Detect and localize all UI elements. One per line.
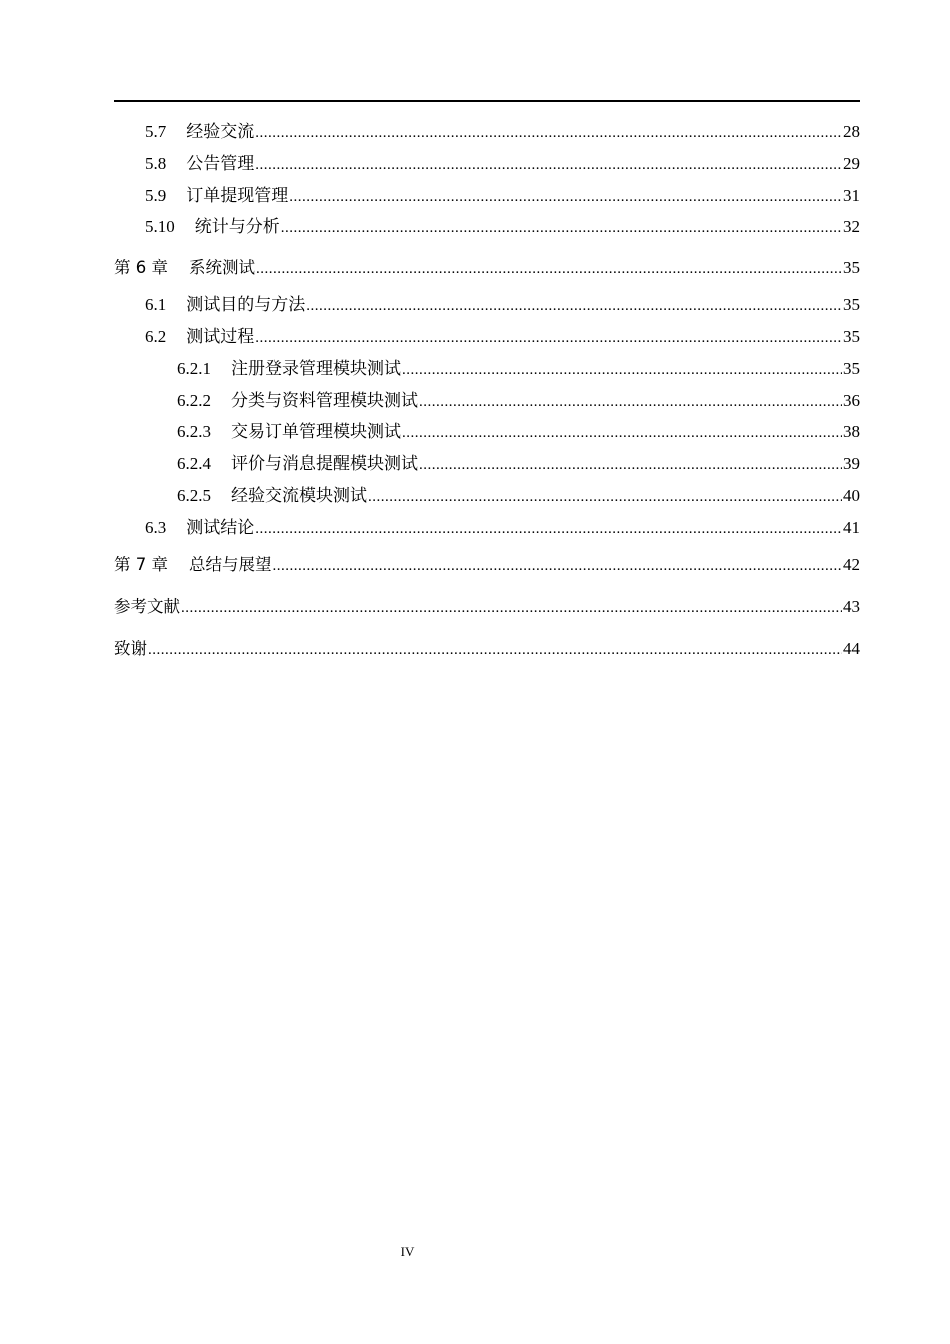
toc-entry[interactable]: [114, 211, 860, 243]
toc-leader-dots: [402, 355, 842, 387]
toc-entry-page: 40: [843, 485, 860, 505]
toc-entry-number: 第 7 章: [114, 554, 168, 574]
toc-leader-dots: [402, 418, 842, 450]
toc-leader-dots: [289, 182, 842, 214]
toc-entry-title: 经验交流: [186, 122, 255, 141]
toc-leader-dots: [281, 213, 842, 245]
toc-entry-number: 6.2: [145, 326, 167, 346]
toc-entry-number: 5.8: [145, 153, 167, 173]
toc-leader-dots: [181, 587, 842, 629]
toc-leader-dots: [273, 545, 843, 587]
toc-entry-title: 订单提现管理: [186, 185, 289, 205]
toc-subentry[interactable]: [114, 353, 860, 385]
toc-entry-number: 5.10: [145, 217, 175, 237]
toc-entry-page: 41: [843, 517, 860, 537]
toc-entry-title: 评价与消息提醒模块测试: [231, 454, 418, 474]
toc-entry-page: 39: [843, 454, 860, 474]
toc-chapter-entry[interactable]: [114, 544, 860, 586]
toc-leader-dots: [255, 514, 842, 546]
toc-entry-page: 36: [843, 390, 860, 410]
toc-entry-title: 统计与分析: [194, 217, 280, 237]
toc-subentry[interactable]: [114, 385, 860, 417]
toc-leader-dots: [255, 150, 842, 182]
toc-entry-page: 35: [843, 295, 860, 315]
page-number: IV: [400, 1244, 415, 1259]
toc-leader-dots: [306, 291, 842, 323]
toc-entry-page: 43: [843, 596, 860, 616]
toc-entry-title: 经验交流模块测试: [231, 485, 367, 505]
toc-acknowledgements-entry[interactable]: [114, 628, 860, 670]
table-of-contents: [114, 116, 860, 670]
toc-entry[interactable]: [114, 321, 860, 353]
toc-leader-dots: [256, 248, 842, 290]
toc-entry-number: 6.2.5: [177, 485, 211, 505]
toc-entry-number: 第 6 章: [114, 258, 168, 278]
toc-entry-number: 6.2.3: [177, 422, 211, 442]
header-rule: [114, 100, 860, 102]
toc-entry-number: 5.7: [145, 122, 167, 141]
toc-leader-dots: [255, 118, 842, 150]
toc-entry-page: 38: [843, 422, 860, 442]
toc-entry[interactable]: [114, 512, 860, 544]
toc-entry-title: 系统测试: [189, 258, 255, 278]
toc-entry-page: 44: [843, 638, 860, 658]
toc-entry-number: 6.2.4: [177, 454, 211, 474]
toc-entry-title: 总结与展望: [189, 554, 272, 574]
toc-entry-page: 35: [843, 326, 860, 346]
toc-entry-number: 6.2.2: [177, 390, 211, 410]
toc-leader-dots: [368, 482, 842, 514]
toc-entry-title: 测试过程: [186, 326, 255, 346]
toc-entry-page: 32: [843, 217, 860, 237]
toc-entry[interactable]: [114, 289, 860, 321]
toc-entry-title: 测试结论: [186, 517, 255, 537]
toc-entry[interactable]: [114, 148, 860, 180]
toc-entry-title: 分类与资料管理模块测试: [231, 390, 418, 410]
toc-entry-number: 5.9: [145, 185, 167, 205]
toc-leader-dots: [255, 323, 842, 355]
toc-entry-title: 致谢: [114, 638, 147, 658]
toc-subentry[interactable]: [114, 448, 860, 480]
toc-entry-title: 测试目的与方法: [186, 295, 306, 315]
toc-entry-title: 注册登录管理模块测试: [231, 358, 401, 378]
toc-subentry[interactable]: [114, 480, 860, 512]
toc-leader-dots: [419, 387, 842, 419]
toc-entry-title: 公告管理: [186, 153, 255, 173]
toc-entry-page: 31: [843, 185, 860, 205]
toc-entry-page: 29: [843, 153, 860, 173]
toc-entry-page: 28: [843, 122, 860, 141]
toc-entry-number: 6.2.1: [177, 358, 211, 378]
toc-chapter-entry[interactable]: [114, 247, 860, 289]
toc-entry-page: 35: [843, 358, 860, 378]
toc-entry-page: 35: [843, 258, 860, 278]
toc-entry-number: 6.3: [145, 517, 167, 537]
toc-leader-dots: [419, 450, 842, 482]
toc-references-entry[interactable]: [114, 586, 860, 628]
toc-leader-dots: [148, 629, 842, 671]
toc-entry-page: 42: [843, 554, 860, 574]
toc-entry-title: 交易订单管理模块测试: [231, 422, 401, 442]
toc-entry[interactable]: [114, 180, 860, 212]
toc-entry[interactable]: [114, 116, 860, 148]
toc-entry-number: 6.1: [145, 295, 167, 315]
toc-subentry[interactable]: [114, 416, 860, 448]
toc-entry-title: 参考文献: [114, 596, 180, 616]
